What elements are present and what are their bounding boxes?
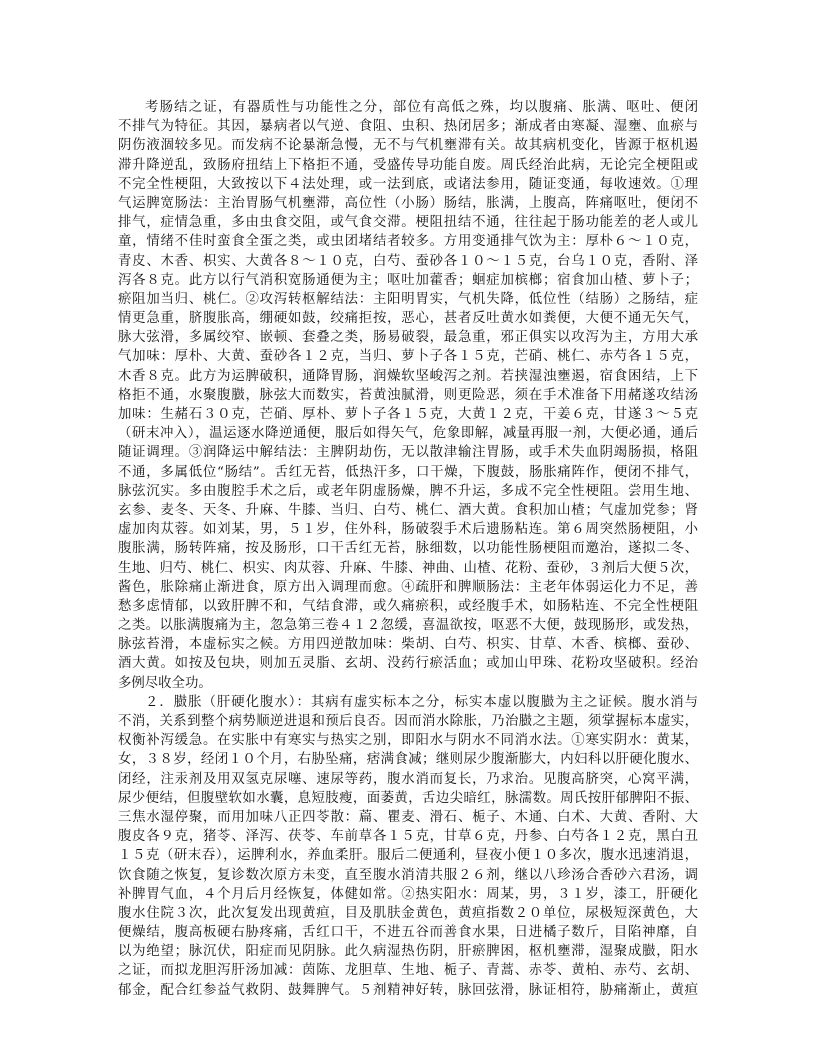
text-line: ２．臌胀（肝硬化腹水）：其病有虚实标本之分，标实本虚以腹臌为主之证候。腹水消与 — [145, 694, 698, 710]
text-line: 泻各８克。此方以行气消积宽肠通便为主；呕吐加藿香；蛔症加槟榔；宿食加山楂、萝卜子； — [118, 272, 698, 288]
text-line: １５克（研末吞），运脾利水，养血柔肝。服后二便通利，昼夜小便１０多次，腹水迅速消退， — [118, 848, 698, 864]
text-line: 生地、归芍、桃仁、枳实、肉苁蓉、升麻、牛膝、神曲、山楂、花粉、蚕砂，３剂后大便５次， — [118, 560, 698, 576]
text-line: 女，３８岁，经闭１０个月，右胁坠痛，痞满食减；继则尿少腹渐膨大，内妇科以肝硬化腹水、 — [118, 752, 698, 768]
text-line: 不消，关系到整个病势顺逆进退和预后良否。因而消水除胀，乃治臌之主题，须掌握标本虚实， — [118, 714, 698, 729]
text-line: 童，情绪不佳时蛮食全蛋之类，或虫团堵结者较多。方用变通排气饮为主：厚朴６～１０克， — [118, 234, 698, 250]
text-line: 气加味：厚朴、大黄、蚕砂各１２克，当归、萝卜子各１５克，芒硝、桃仁、赤芍各１５克， — [118, 349, 698, 365]
text-line: 权衡补泻缓急。在实胀中有寒实与热实之别，即阳水与阴水不同消水法。①寒实阴水：黄某， — [118, 733, 698, 749]
text-line: 补脾胃气血，４个月后月经恢复，体健如常。②热实阳水：周某，男，３１岁，漆工，肝硬化 — [118, 886, 698, 902]
text-line: 阴伤液涸较多见。而发病不论暴渐急慢，无不与气机壅滞有关。故其病机变化，皆源于枢机遏 — [118, 138, 698, 154]
text-line: 不完全性梗阻，大致按以下４法处理，或一法到底，或诸法参用，随证变通，每收速效。①理 — [118, 176, 698, 192]
text-line: 以为绝望；脉沉伏，阳症而见阴脉。此久病湿热伤阴，肝瘀脾困，枢机壅滞，湿聚成臌，阳水 — [118, 944, 698, 960]
text-line: 腹胀满，肠转阵痛，按及肠形，口干舌红无苔，脉细数，以功能性肠梗阻而邀治，遂拟二冬、 — [118, 541, 698, 557]
text-line: 便燥结，腹高板硬右胁疼痛，舌红口干，不进五谷而善食水果，日进橘子数斤，目陷神靡，自 — [118, 925, 698, 941]
text-line: 愁多虑情郁，以致肝脾不和，气结食滞，或久痛瘀积，或经腹手术，如肠粘连、不完全性梗阻 — [118, 598, 698, 614]
text-line: 随证调理。③润降运中解结法：主脾阴劫伤，无以散津输注胃肠，或手术失血阴竭肠损，格阻 — [118, 445, 698, 461]
text-line: 脉大弦滑，多属绞窄、嵌顿、套叠之类，肠易破裂，最急重，邪正俱实以攻泻为主，方用大承 — [118, 330, 698, 346]
text-line: 情更急重，脐腹胀高，绷硬如鼓，绞痛拒按，恶心，甚者反吐黄水如粪便，大便不通无矢气， — [118, 311, 698, 327]
text-line: 加味：生赭石３０克，芒硝、厚朴、萝卜子各１５克，大黄１２克，干姜６克，甘遂３～５克 — [118, 407, 698, 422]
text-line: 青皮、木香、枳实、大黄各８～１０克，白芍、蚕砂各１０～１５克，台乌１０克，香附、泽 — [118, 253, 698, 269]
text-line: 木香８克。此方为运脾破积，通降胃肠，润燥软坚峻泻之剂。若挟湿浊壅遏，宿食困结，上下 — [118, 368, 698, 384]
text-line: 闭经，注汞剂及用双氢克尿噻、速尿等药，腹水消而复长，乃求治。见腹高脐突，心窝平满， — [118, 771, 698, 787]
text-line: 之类。以胀满腹痛为主，忽急第三卷４１２忽缓，喜温欲按，呕恶不大便，鼓现肠形，或发热， — [118, 618, 698, 634]
text-line: 滞升降逆乱，致肠府扭结上下格拒不通，受盛传导功能自废。周氏经治此病，无论完全梗阻或 — [118, 157, 698, 173]
text-line: 瘀阻加当归、桃仁。②攻泻转枢解结法：主阳明胃实，气机失降，低位性（结肠）之肠结，症 — [118, 291, 698, 307]
text-line: 腹皮各９克，猪苓、泽泻、茯苓、车前草各１５克，甘草６克，丹参、白芍各１２克，黑白丑 — [118, 829, 698, 845]
text-line: 考肠结之证，有器质性与功能性之分，部位有高低之殊，均以腹痛、胀满、呕吐、便闭 — [145, 100, 698, 115]
text-line: 不通，多属低位“肠结”。舌红无苔，低热汗多，口干燥，下腹鼓，肠胀痛阵作，便闭不排气， — [118, 464, 698, 480]
text-line: 三焦水湿停聚，而用加味八正四苓散：萹、瞿麦、滑石、栀子、木通、白术、大黄、香附、大 — [118, 809, 698, 825]
paragraph-intestinal-obstruction — [118, 98, 698, 693]
text-line: 脉弦沉实。多由腹腔手术之后，或老年阴虚肠燥，脾不升运，多成不完全性梗阻。尝用生地、 — [118, 483, 698, 499]
text-line: 尿少便结，但腹壁软如水囊，息短肢瘦，面萎黄，舌边尖暗红，脉濡数。周氏按肝郁脾阳不振、 — [118, 790, 698, 806]
text-line: 玄参、麦冬、天冬、升麻、牛膝、当归、白芍、桃仁、酒大黄。食积加山楂；气虚加党参；肾 — [118, 502, 698, 518]
text-line: 腹水住院３次，此次复发出现黄疸，目及肌肤金黄色，黄疸指数２０单位，尿极短深黄色，大 — [118, 905, 698, 921]
text-line: 酒大黄。如按及包块，则加五灵脂、玄胡、没药行瘀活血；或加山甲珠、花粉攻坚破积。经治 — [118, 656, 698, 672]
text-line: 排气，症情急重，多由虫食交阻，或气食交滞。梗阻扭结不通，往往起于肠功能差的老人或儿 — [118, 215, 698, 231]
text-line: 气运脾宽肠法：主治胃肠气机壅滞，高位性（小肠）肠结，胀满，上腹高，阵痛呕吐，便闭不 — [118, 195, 698, 211]
text-line: （研末冲入），温运逐水降逆通便，服后如得矢气，危象即解，减量再服一剂，大便必通，通后 — [118, 426, 698, 442]
text-line: 多例尽收全功。 — [118, 675, 212, 691]
text-line: 之证，而拟龙胆泻肝汤加减：茵陈、龙胆草、生地、栀子、青蒿、赤苓、黄柏、赤芍、玄胡、 — [118, 963, 698, 979]
document-page — [118, 98, 698, 1000]
text-line: 饮食随之恢复，复诊数次原方未变，直至腹水消清共服２６剂，继以八珍汤合香砂六君汤，调 — [118, 867, 698, 883]
text-line: 不排气为特征。其因，暴病者以气逆、食阻、虫积、热闭居多；渐成者由寒凝、湿壅、血瘀与 — [118, 119, 698, 135]
text-line: 脉弦苔滑，本虚标实之候。方用四逆散加味：柴胡、白芍、枳实、甘草、木香、槟榔、蚕砂、 — [118, 637, 698, 653]
paragraph-ascites — [118, 693, 698, 1000]
text-line: 酱色，胀除痛止渐进食，原方出入调理而愈。④疏肝和脾顺肠法：主老年体弱运化力不足，善 — [118, 579, 698, 595]
text-line: 格拒不通，水聚腹臌，脉弦大而数实，苔黄浊腻滑，则更险恶，须在手术准备下用赭遂攻结汤 — [118, 387, 698, 403]
text-line: 郁金，配合红参益气救阴、鼓舞脾气。５剂精神好转，脉回弦滑，脉证相符，胁痛渐止，黄疸 — [118, 982, 698, 998]
text-line: 虚加肉苁蓉。如刘某，男，５１岁，住外科，肠破裂手术后遗肠粘连。第６周突然肠梗阻，小 — [118, 522, 698, 538]
